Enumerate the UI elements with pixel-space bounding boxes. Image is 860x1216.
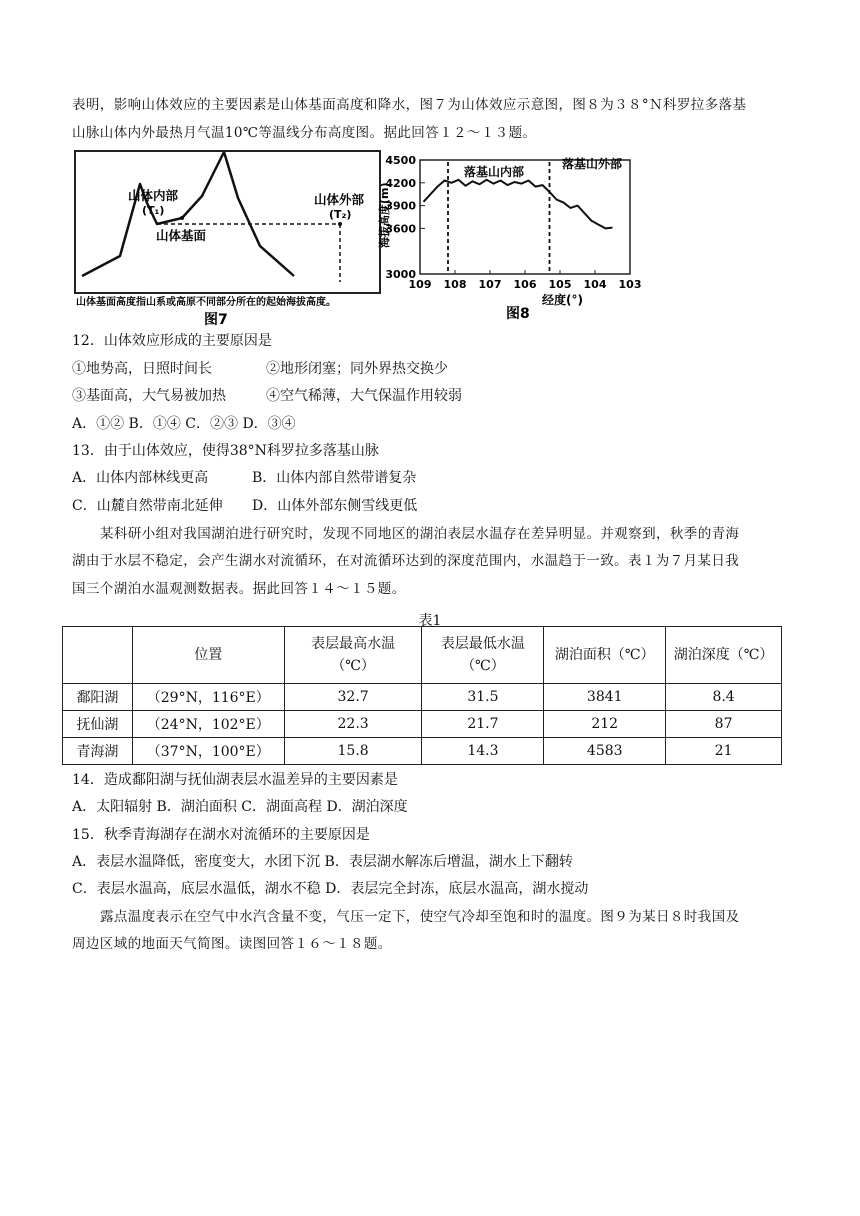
table1-header-max-temp-unit: （℃） — [331, 658, 375, 674]
x-tick-label: 103 — [618, 278, 642, 291]
table-cell: 抚仙湖 — [63, 711, 133, 738]
table-cell: 14.3 — [422, 738, 544, 765]
fig8-xlabel: 经度(°) — [542, 293, 583, 307]
fig7-label-inner-t: (T₁) — [142, 204, 165, 217]
x-tick-label: 104 — [583, 278, 607, 291]
table1-header-min-temp-label: 表层最低水温 — [440, 636, 525, 652]
q13-option-c: C．山麓自然带南北延伸 — [72, 498, 223, 514]
table-row — [63, 711, 782, 738]
fig7-diagram — [75, 151, 380, 326]
x-tick-label: 109 — [408, 278, 432, 291]
table-cell: 31.5 — [422, 684, 544, 711]
fig8-label-inner: 落基山内部 — [464, 165, 525, 179]
table1-header-max-temp-label: 表层最高水温 — [311, 636, 396, 652]
q15-options-cd: C．表层水温高，底层水温低，湖水不稳 D．表层完全封冻，底层水温高，湖水搅动 — [72, 881, 589, 897]
q13-option-b: B．山体内部自然带谱复杂 — [252, 470, 417, 486]
q12-options-1-2 — [72, 359, 448, 379]
q12-option-2: ②地形闭塞；同外界热交换少 — [266, 361, 448, 377]
fig8-y-ticks — [385, 154, 425, 281]
q12-answers: A．①② B．①④ C．②③ D．③④ — [72, 416, 296, 432]
x-tick-label: 106 — [513, 278, 537, 291]
intro-2-line-1: 某科研小组对我国湖泊进行研究时，发现不同地区的湖泊表层水温存在差异明显。并观察到，秋季的青海 — [100, 526, 740, 542]
table-row — [63, 738, 782, 765]
q13-options-cd — [72, 496, 418, 516]
table-cell: 212 — [544, 711, 666, 738]
table-cell: （24°N，102°E） — [132, 711, 284, 738]
table-cell: 3841 — [544, 684, 666, 711]
y-tick-label: 3000 — [385, 268, 416, 281]
table-cell: 22.3 — [284, 711, 422, 738]
intro-3-line-1: 露点温度表示在空气中水汽含量不变，气压一定下，使空气冷却至饱和时的温度。图９为某日８时我国及 — [100, 909, 740, 925]
q15-stem: 15．秋季青海湖存在湖水对流循环的主要原因是 — [72, 827, 370, 843]
fig8-caption: 图8 — [506, 306, 530, 322]
table-cell: 32.7 — [284, 684, 422, 711]
q12-stem: 12．山体效应形成的主要原因是 — [72, 333, 272, 349]
table-row — [63, 684, 782, 711]
fig7-note: 山体基面高度指山系或高原不同部分所在的起始海拔高度。 — [76, 297, 336, 308]
table-cell: 8.4 — [666, 684, 782, 711]
table-cell: 21.7 — [422, 711, 544, 738]
fig8-ylabel: 海拔高度(m) — [378, 182, 391, 248]
intro-3-line-2: 周边区域的地面天气简图。读图回答１６～１８题。 — [72, 936, 392, 952]
q12-option-1: ①地势高，日照时间长 — [72, 361, 212, 377]
fig7-label-outer-t: (T₂) — [329, 208, 352, 221]
q12-option-3: ③基面高，大气易被加热 — [72, 388, 226, 404]
figures-7-8 — [72, 148, 662, 326]
y-tick-label: 3600 — [385, 222, 416, 236]
q13-option-a: A．山体内部林线更高 — [72, 470, 209, 486]
q12-option-4: ④空气稀薄，大气保温作用较弱 — [266, 388, 462, 404]
table1-header-min-temp — [422, 627, 544, 684]
table-cell: 鄱阳湖 — [63, 684, 133, 711]
table-cell: （29°N，116°E） — [132, 684, 284, 711]
q14-stem: 14．造成鄱阳湖与抚仙湖表层水温差异的主要因素是 — [72, 772, 398, 788]
x-tick-label: 108 — [443, 278, 467, 291]
table-cell: 87 — [666, 711, 782, 738]
y-tick-label: 4200 — [385, 176, 416, 190]
intro-2-line-3: 国三个湖泊水温观测数据表。据此回答１４～１５题。 — [72, 581, 406, 597]
table-cell: 21 — [666, 738, 782, 765]
y-tick-label: 3900 — [385, 199, 416, 213]
q15-options-ab: A．表层水温降低，密度变大，水团下沉 B．表层湖水解冻后增温，湖水上下翻转 — [72, 854, 573, 870]
table-cell: 15.8 — [284, 738, 422, 765]
fig7-label-outer: 山体外部 — [314, 192, 365, 207]
table1-header-max-temp — [284, 627, 422, 684]
q12-options-3-4 — [72, 386, 462, 406]
fig7-label-inner: 山体内部 — [128, 188, 179, 203]
intro-1-line-1: 表明，影响山体效应的主要因素是山体基面高度和降水，图７为山体效应示意图，图８为３８°Ｎ科罗拉多落基 — [72, 97, 747, 113]
fig8-isotherm-line — [424, 180, 613, 229]
fig8-plot-frame — [420, 160, 630, 274]
fig8-x-ticks — [409, 270, 642, 291]
table1-header-location: 位置 — [132, 627, 284, 684]
table1 — [62, 626, 782, 765]
table1-header-depth: 湖泊深度（℃） — [666, 627, 782, 684]
table1-header-min-temp-unit: （℃） — [461, 658, 505, 674]
x-tick-label: 105 — [548, 278, 572, 291]
fig7-label-base: 山体基面 — [156, 228, 207, 243]
fig8-label-outer: 落基山外部 — [562, 157, 623, 171]
fig7-t1-point — [180, 216, 184, 220]
intro-1-line-2: 山脉山体内外最热月气温10℃等温线分布高度图。据此回答１２～１３题。 — [72, 125, 537, 141]
table1-header-area: 湖泊面积（℃） — [544, 627, 666, 684]
table1-header-blank — [63, 627, 133, 684]
fig8-chart — [377, 154, 641, 322]
table1-header-row — [63, 627, 782, 684]
q14-answers: A．太阳辐射 B．湖泊面积 C．湖面高程 D．湖泊深度 — [72, 799, 408, 815]
table-cell: 4583 — [544, 738, 666, 765]
table-cell: （37°N，100°E） — [132, 738, 284, 765]
q13-option-d: D．山体外部东侧雪线更低 — [252, 498, 418, 514]
table1-caption: 表1 — [418, 613, 442, 629]
y-tick-label: 4500 — [385, 154, 416, 167]
fig7-fig8-svg — [72, 148, 662, 326]
fig7-t2-point — [338, 222, 342, 226]
q13-options-ab — [72, 468, 417, 488]
table-cell: 青海湖 — [63, 738, 133, 765]
x-tick-label: 107 — [478, 278, 502, 291]
q13-stem: 13．由于山体效应，使得38°N科罗拉多落基山脉 — [72, 443, 379, 459]
fig7-mountain-outline — [82, 152, 294, 276]
fig7-frame — [75, 151, 380, 293]
fig7-caption: 图7 — [204, 312, 228, 326]
intro-2-line-2: 湖由于水层不稳定，会产生湖水对流循环，在对流循环达到的深度范围内，水温趋于一致。表１为７月某日我 — [72, 553, 740, 569]
